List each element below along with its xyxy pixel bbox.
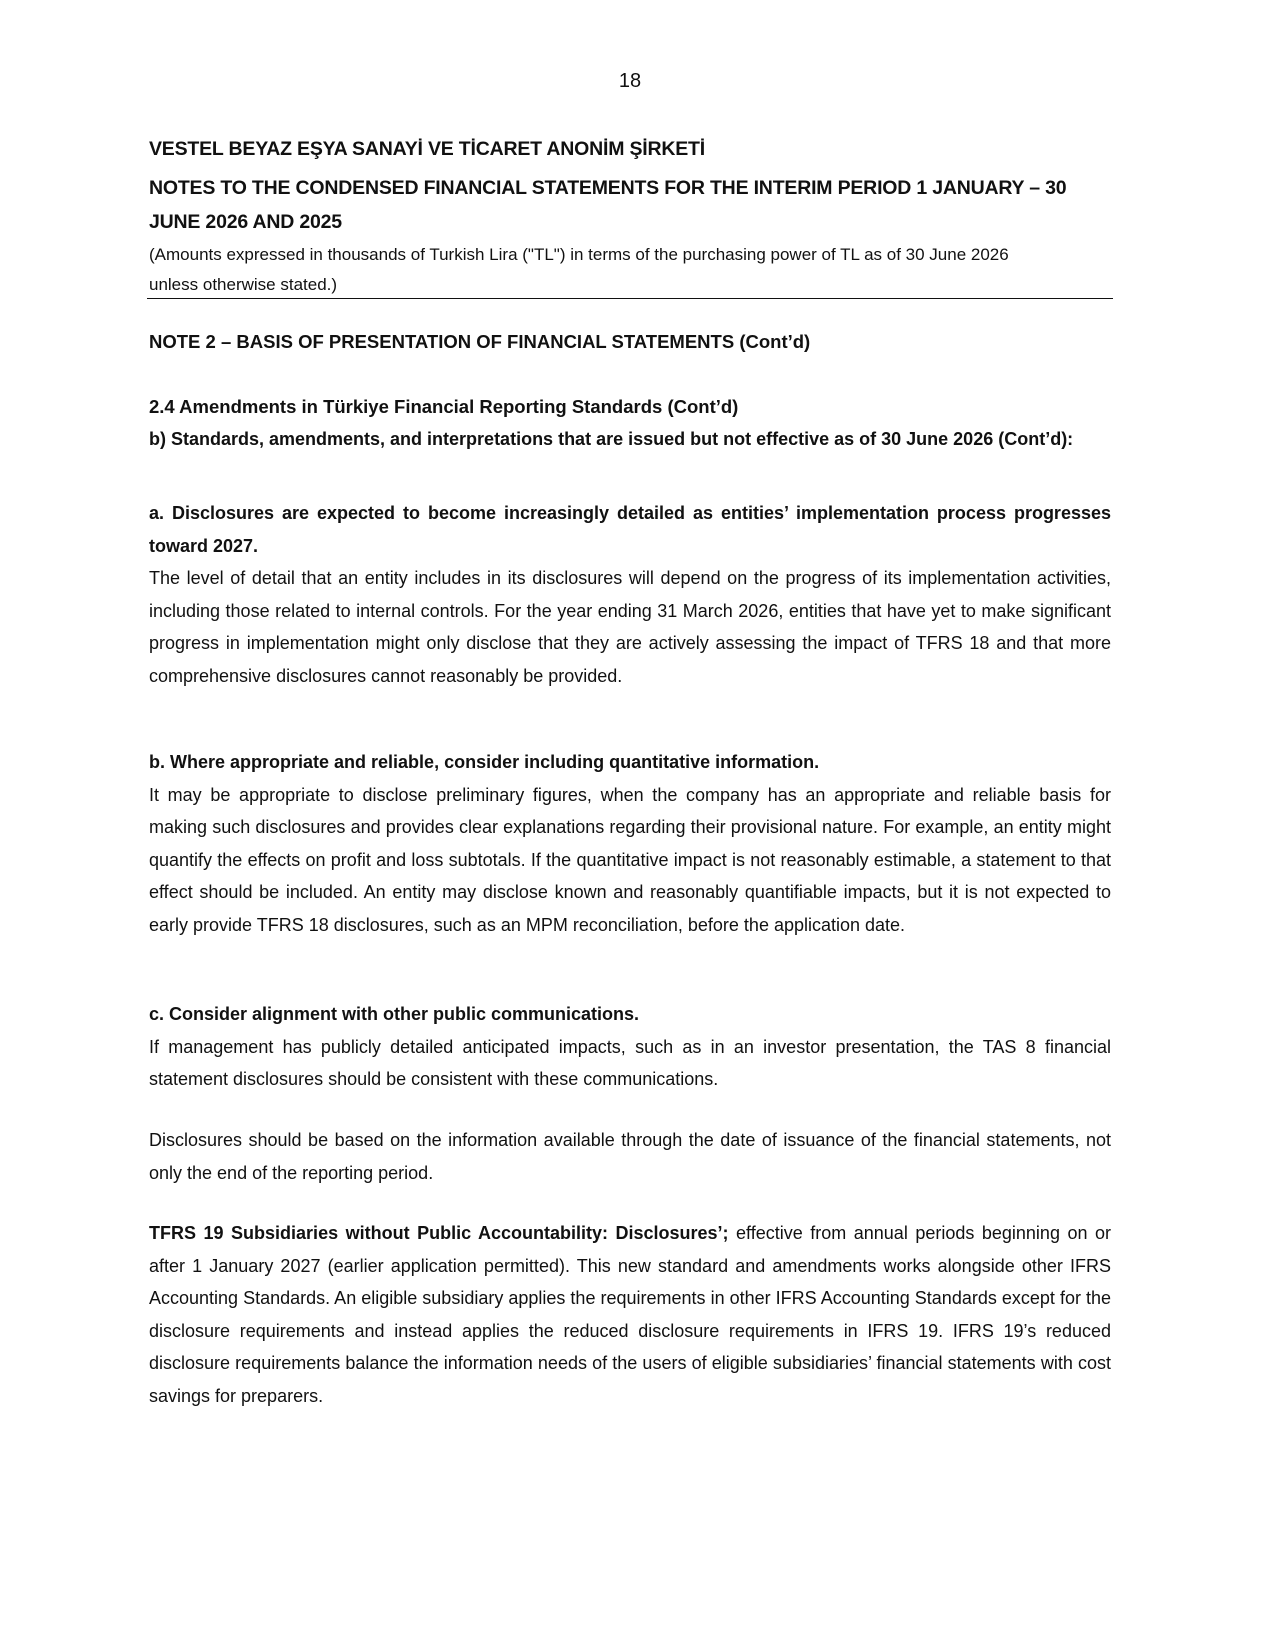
point-b xyxy=(149,746,1111,941)
header-divider xyxy=(147,298,1113,299)
point-c-heading: c. Consider alignment with other public communications. xyxy=(149,1004,640,1024)
point-a-body: The level of detail that an entity includes in its disclosures will depend on the progress of its implementation activities, including those related to internal controls. For the year ending 31 March 2026, entities that have yet to make significant progress in implementation might only disclose that they are actively assessing the impact of TFRS 18 and that more comprehensive disclosures cannot reasonably be provided. xyxy=(149,568,1111,686)
amounts-note: (Amounts expressed in thousands of Turkish Lira ("TL") in terms of the purchasing power of TL as of 30 June 2026 unless otherwise stated.) xyxy=(149,245,1009,294)
point-a xyxy=(149,497,1111,692)
point-c-body: If management has publicly detailed anticipated impacts, such as in an investor presentation, the TAS 8 financial statement disclosures should be consistent with these communications. xyxy=(149,1036,1111,1089)
tfrs19-paragraph xyxy=(149,1217,1111,1412)
tfrs19-title: TFRS 19 Subsidiaries without Public Accountability: Disclosures’; xyxy=(149,1223,729,1243)
point-c xyxy=(149,998,1111,1096)
page-number: 18 xyxy=(618,70,642,92)
disclosures-paragraph: Disclosures should be based on the information available through the date of issuance of the financial statements, not only the end of the reporting period. xyxy=(149,1130,1111,1183)
point-b-body: It may be appropriate to disclose preliminary figures, when the company has an appropriate and reliable basis for making such disclosures and provides clear explanations regarding their provisional nature. For example, an entity might quantify the effects on profit and loss subtotals. If the quantitative impact is not reasonably estimable, a statement to that effect should be included. An entity may disclose known and reasonably quantifiable impacts, but it is not expected to early provide TFRS 18 disclosures, such as an MPM reconciliation, before the application date. xyxy=(149,784,1111,935)
notes-title: NOTES TO THE CONDENSED FINANCIAL STATEMENTS FOR THE INTERIM PERIOD 1 JANUARY – 30 JUNE 2026 AND 2025 xyxy=(149,177,1067,233)
point-b-heading: b. Where appropriate and reliable, consider including quantitative information. xyxy=(149,752,820,772)
tfrs19-body: effective from annual periods beginning on or after 1 January 2027 (earlier application permitted). This new standard and amendments works alongside other IFRS Accounting Standards. An eligible subsidiary applies the requirements in other IFRS Accounting Standards except for the disclosure requirements and instead applies the reduced disclosure requirements in IFRS 19. IFRS 19’s reduced disclosure requirements balance the information needs of the users of eligible subsidiaries’ financial statements with cost savings for preparers. xyxy=(149,1223,1112,1406)
section-heading: 2.4 Amendments in Türkiye Financial Reporting Standards (Cont’d) xyxy=(149,396,739,417)
point-a-heading: a. Disclosures are expected to become increasingly detailed as entities’ implementation process progresses toward 2027. xyxy=(149,503,1111,556)
note-heading: NOTE 2 – BASIS OF PRESENTATION OF FINANCIAL STATEMENTS (Cont’d) xyxy=(149,331,811,352)
subsection-heading: b) Standards, amendments, and interpretations that are issued but not effective as of 30 June 2026 (Cont’d): xyxy=(149,429,1074,449)
company-name: VESTEL BEYAZ EŞYA SANAYİ VE TİCARET ANONİM ŞİRKETİ xyxy=(149,138,705,160)
